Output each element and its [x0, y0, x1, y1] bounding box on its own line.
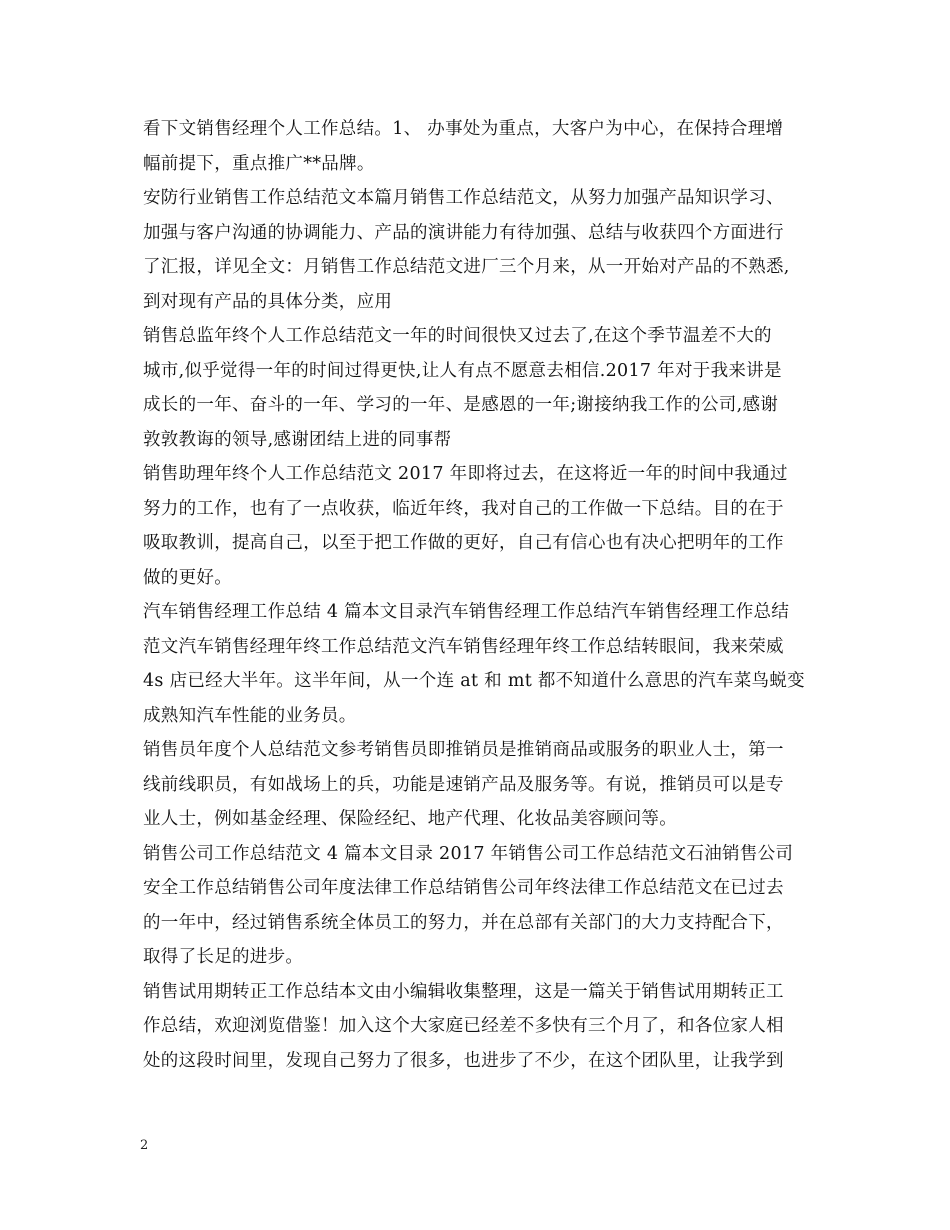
text-line: 线前线职员，有如战场上的兵，功能是速销产品及服务等。有说，推销员可以是专: [143, 774, 784, 795]
text-line: 作总结，欢迎浏览借鉴！加入这个大家庭已经差不多快有三个月了，和各位家人相: [143, 1016, 784, 1036]
text-line: 业人士，例如基金经理、保险经纪、地产代理、化妆品美容顾问等。: [143, 809, 677, 829]
text-line: 安防行业销售工作总结范文本篇月销售工作总结范文，从努力加强产品知识学习、: [143, 188, 784, 208]
text-line: 销售助理年终个人工作总结范文 2017 年即将过去，在这将近一年的时间中我通过: [143, 464, 788, 484]
paragraph: [143, 733, 823, 837]
text-line: 处的这段时间里，发现自己努力了很多，也进步了不少，在这个团队里，让我学到: [143, 1050, 784, 1071]
paragraph: [143, 112, 823, 181]
paragraph: [143, 595, 823, 733]
page-number: 2: [140, 1138, 149, 1153]
text-line: 成熟知汽车性能的业务员。: [143, 705, 357, 726]
text-line: 4s 店已经大半年。这半年间，从一个连 at 和 mt 都不知道什么意思的汽车菜鸟蜕变: [143, 671, 805, 691]
paragraph: [143, 319, 823, 457]
text-line: 吸取教训，提高自己，以至于把工作做的更好，自己有信心也有决心把明年的工作: [143, 533, 784, 553]
text-line: 成长的一年、奋斗的一年、学习的一年、是感恩的一年;谢接纳我工作的公司,感谢: [143, 395, 779, 415]
text-line: 销售员年度个人总结范文参考销售员即推销员是推销商品或服务的职业人士，第一: [143, 740, 784, 760]
text-line: 销售公司工作总结范文 4 篇本文目录 2017 年销售公司工作总结范文石油销售公司: [143, 843, 794, 864]
text-line: 安全工作总结销售公司年度法律工作总结销售公司年终法律工作总结范文在已过去: [143, 878, 784, 898]
text-line: 范文汽车销售经理年终工作总结范文汽车销售经理年终工作总结转眼间，我来荣威: [143, 636, 784, 657]
text-line: 的一年中，经过销售系统全体员工的努力，并在总部有关部门的大力支持配合下，: [143, 912, 784, 933]
paragraph: [143, 181, 823, 319]
text-line: 幅前提下，重点推广**品牌。: [143, 153, 375, 174]
text-line: 汽车销售经理工作总结 4 篇本文目录汽车销售经理工作总结汽车销售经理工作总结: [143, 602, 790, 622]
text-line: 加强与客户沟通的协调能力、产品的演讲能力有待加强、总结与收获四个方面进行: [143, 222, 784, 243]
text-line: 销售总监年终个人工作总结范文一年的时间很快又过去了,在这个季节温差不大的: [143, 326, 772, 346]
text-line: 了汇报，详见全文：月销售工作总结范文进厂三个月来，从一开始对产品的不熟悉,: [143, 257, 790, 277]
text-line: 做的更好。: [143, 567, 232, 588]
text-line: 敦敦教诲的领导,感谢团结上进的同事帮: [143, 429, 452, 450]
paragraph: [143, 457, 823, 595]
text-line: 努力的工作，也有了一点收获，临近年终，我对自己的工作做一下总结。目的在于: [143, 498, 784, 519]
document-body: [143, 112, 823, 1078]
paragraph: [143, 975, 823, 1079]
text-line: 取得了长足的进步。: [143, 947, 304, 967]
paragraph: [143, 837, 823, 975]
text-line: 看下文销售经理个人工作总结。1、 办事处为重点，大客户为中心，在保持合理增: [143, 119, 784, 139]
text-line: 销售试用期转正工作总结本文由小编辑收集整理，这是一篇关于销售试用期转正工: [143, 981, 784, 1002]
text-line: 到对现有产品的具体分类，应用: [143, 291, 393, 312]
text-line: 城市,似乎觉得一年的时间过得更快,让人有点不愿意去相信.2017 年对于我来讲是: [143, 360, 782, 381]
